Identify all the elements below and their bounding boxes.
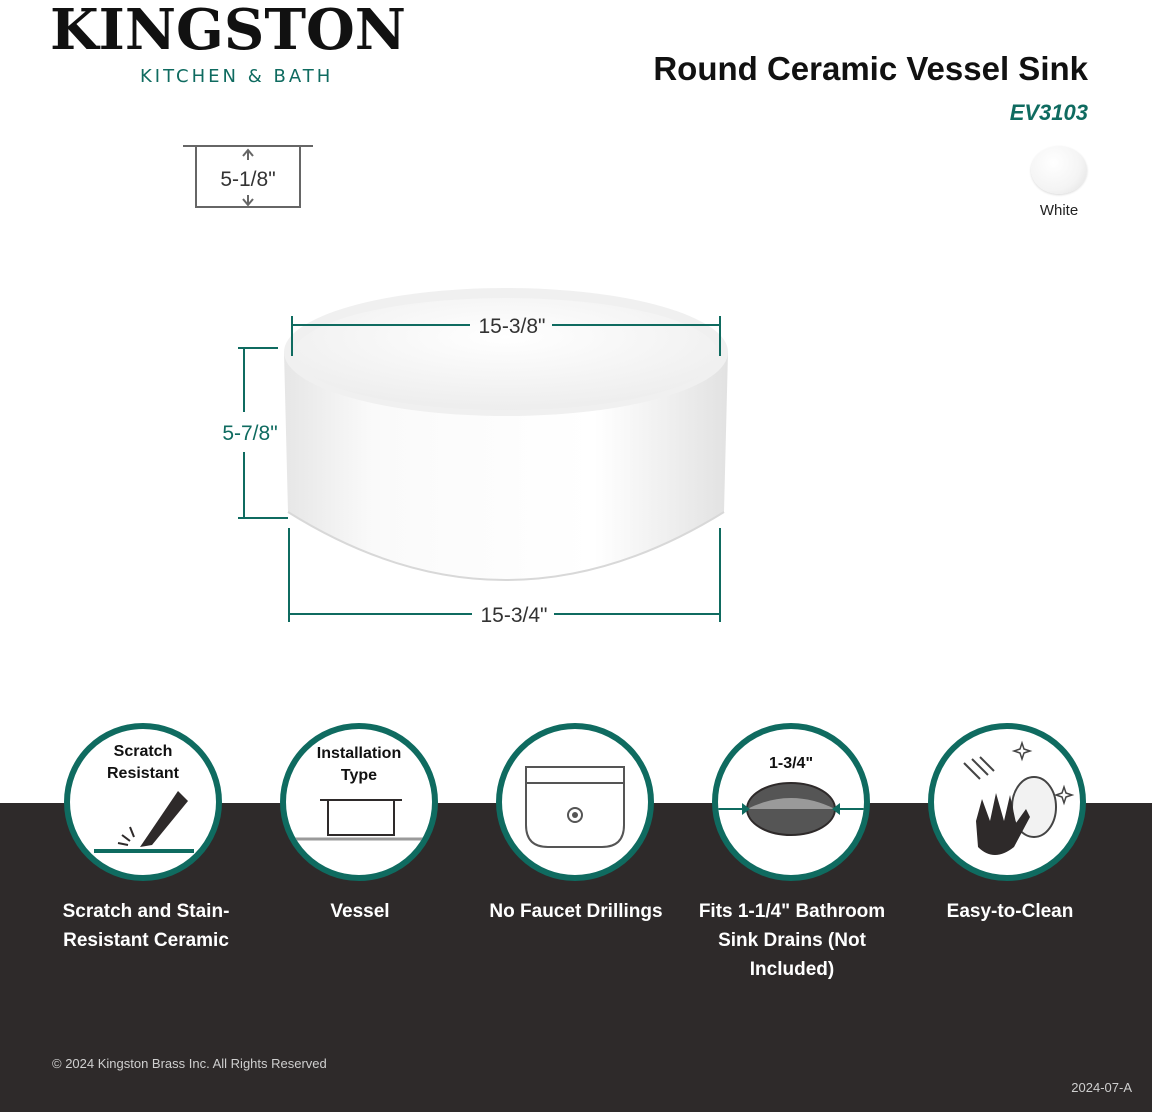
feature-label-clean: Easy-to-Clean [946,901,1074,922]
outer-height-dim: 5-7/8" [222,422,278,445]
feature-label-vessel: Vessel [330,901,390,922]
no-faucet-drillings-icon [502,729,648,875]
scratch-resistant-icon [70,729,216,875]
outer-diameter-dim: 15-3/4" [480,604,548,627]
copyright-text: © 2024 Kingston Brass Inc. All Rights Reserved [52,1056,327,1071]
feature-circle-scratch [64,723,222,881]
feature-label-drain: Fits 1-1/4" Bathroom Sink Drains (Not Included) [698,901,886,980]
finish-label: White [1039,202,1079,219]
model-number: EV3103 [1009,100,1088,125]
wall-height-dim: 5-1/8" [220,168,276,191]
feature-label-drillings: No Faucet Drillings [489,901,663,922]
feature-label-scratch: Scratch and Stain-Resistant Ceramic [62,901,230,951]
feature-circle-drillings [496,723,654,881]
feature-circle-text: Scratch Resistant [106,743,180,782]
feature-circle-installation [280,723,438,881]
brand-subtitle: KITCHEN & BATH [140,66,334,87]
installation-type-icon [286,729,432,875]
drain-size-text: 1-3/4" [768,755,814,772]
version-code: 2024-07-A [1071,1080,1132,1095]
feature-circle-drain [712,723,870,881]
inner-diameter-dim: 15-3/8" [478,315,546,338]
feature-circle-text: Installation Type [316,745,402,784]
easy-clean-icon [934,729,1080,875]
feature-circle-clean [928,723,1086,881]
product-title: Round Ceramic Vessel Sink [653,50,1088,87]
brand-name: KINGSTON [50,0,406,63]
drain-size-icon [718,729,864,875]
